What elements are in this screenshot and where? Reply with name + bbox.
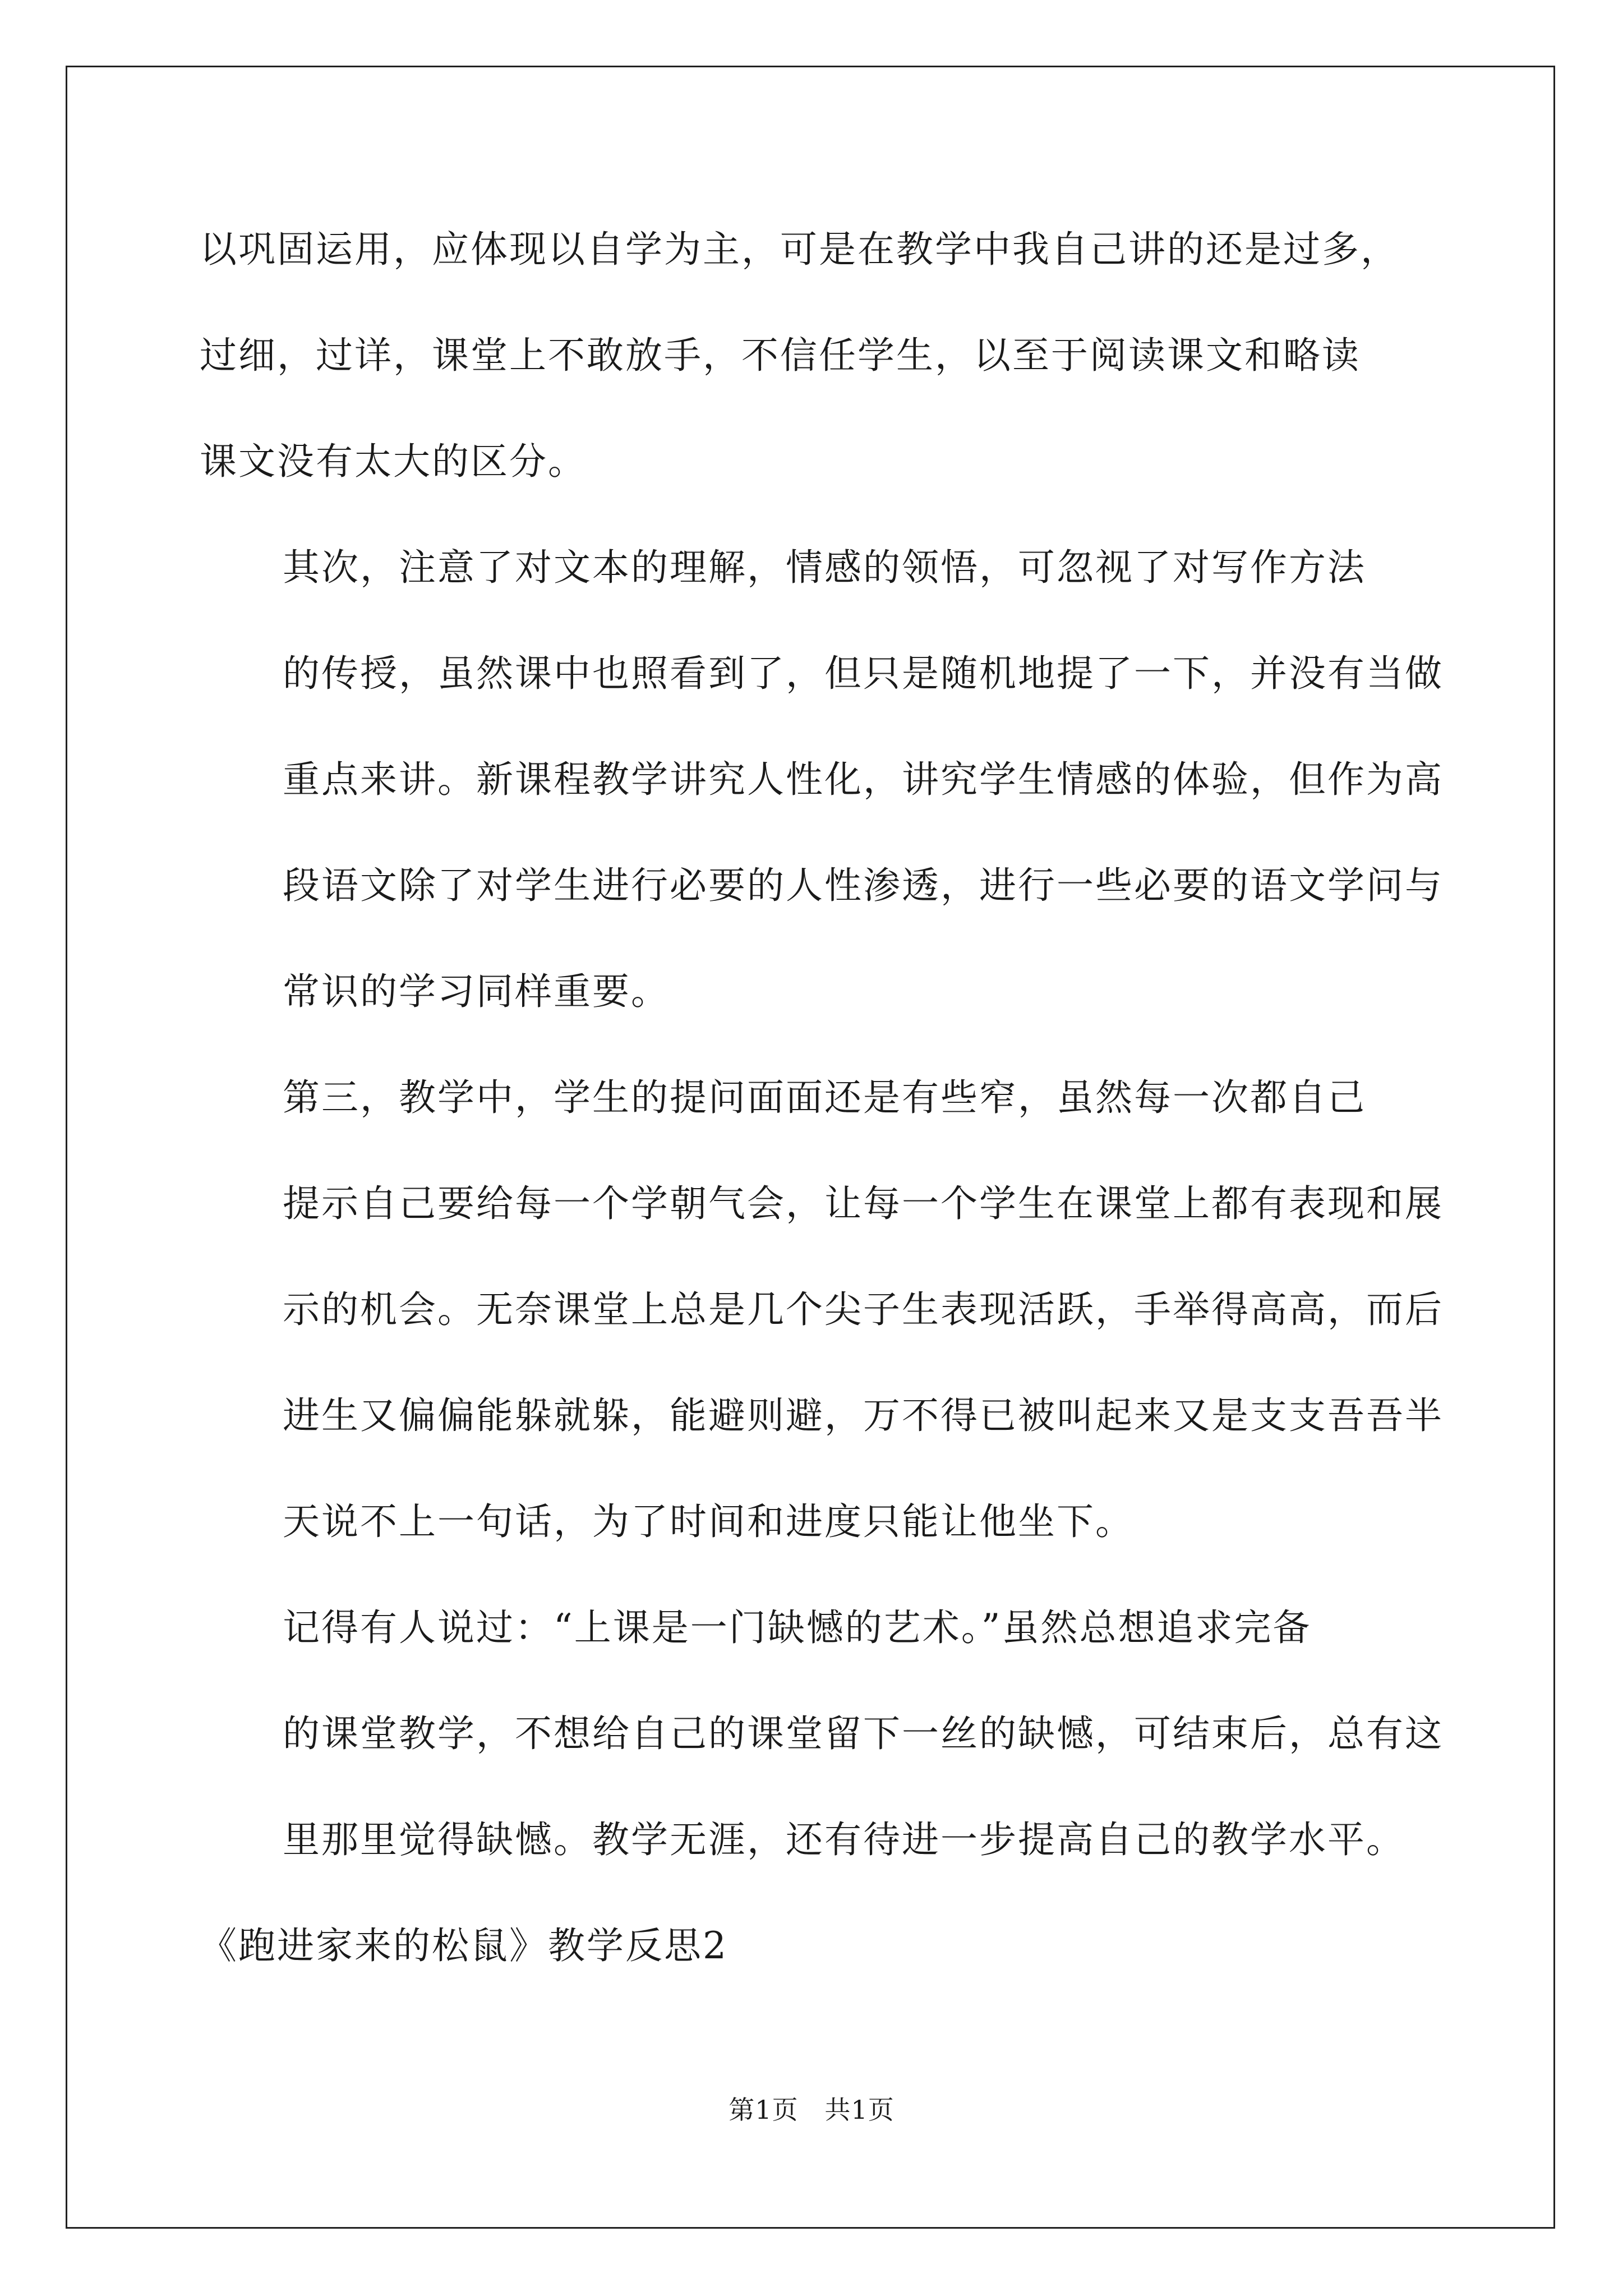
text-line: 的传授，虽然课中也照看到了，但只是随机地提了一下，并没有当做 xyxy=(283,652,1444,695)
page-footer: 第1页 共1页 xyxy=(728,2095,895,2125)
text-line: 的课堂教学，不想给自己的课堂留下一丝的缺憾，可结束后，总有这 xyxy=(283,1712,1444,1755)
paragraph-3 xyxy=(200,1045,1456,1575)
text-line: 示的机会。无奈课堂上总是几个尖子生表现活跃，手举得高高，而后 xyxy=(283,1288,1444,1331)
text-line: 段语文除了对学生进行必要的人性渗透，进行一些必要的语文学问与 xyxy=(283,864,1444,907)
paragraph-1 xyxy=(200,196,1456,514)
text-line: 记得有人说过：“上课是一门缺憾的艺术。”虽然总想追求完备 xyxy=(283,1606,1312,1649)
text-line: 过细，过详，课堂上不敢放手，不信任学生，以至于阅读课文和略读 xyxy=(200,334,1361,377)
text-line: 常识的学习同样重要。 xyxy=(283,970,670,1013)
text-line: 第三，教学中，学生的提问面面还是有些窄，虽然每一次都自己 xyxy=(283,1076,1366,1119)
text-line: 其次，注意了对文本的理解，情感的领悟，可忽视了对写作方法 xyxy=(283,546,1366,589)
text-line: 以巩固运用，应体现以自学为主，可是在教学中我自己讲的还是过多， xyxy=(200,228,1399,271)
text-line: 进生又偏偏能躲就躲，能避则避，万不得已被叫起来又是支支吾吾半 xyxy=(283,1394,1444,1437)
text-line: 课文没有太大的区分。 xyxy=(200,440,587,483)
section-heading: 《跑进家来的松鼠》教学反思2 xyxy=(200,1924,728,1967)
paragraph-4 xyxy=(200,1575,1456,1893)
document-body xyxy=(200,196,1456,1999)
paragraph-2 xyxy=(200,514,1456,1045)
text-line: 天说不上一句话，为了时间和进度只能让他坐下。 xyxy=(283,1500,1134,1543)
text-line: 重点来讲。新课程教学讲究人性化，讲究学生情感的体验，但作为高 xyxy=(283,758,1444,801)
text-line: 提示自己要给每一个学朝气会，让每一个学生在课堂上都有表现和展 xyxy=(283,1182,1444,1225)
text-line: 里那里觉得缺憾。教学无涯，还有待进一步提高自己的教学水平。 xyxy=(283,1818,1405,1861)
